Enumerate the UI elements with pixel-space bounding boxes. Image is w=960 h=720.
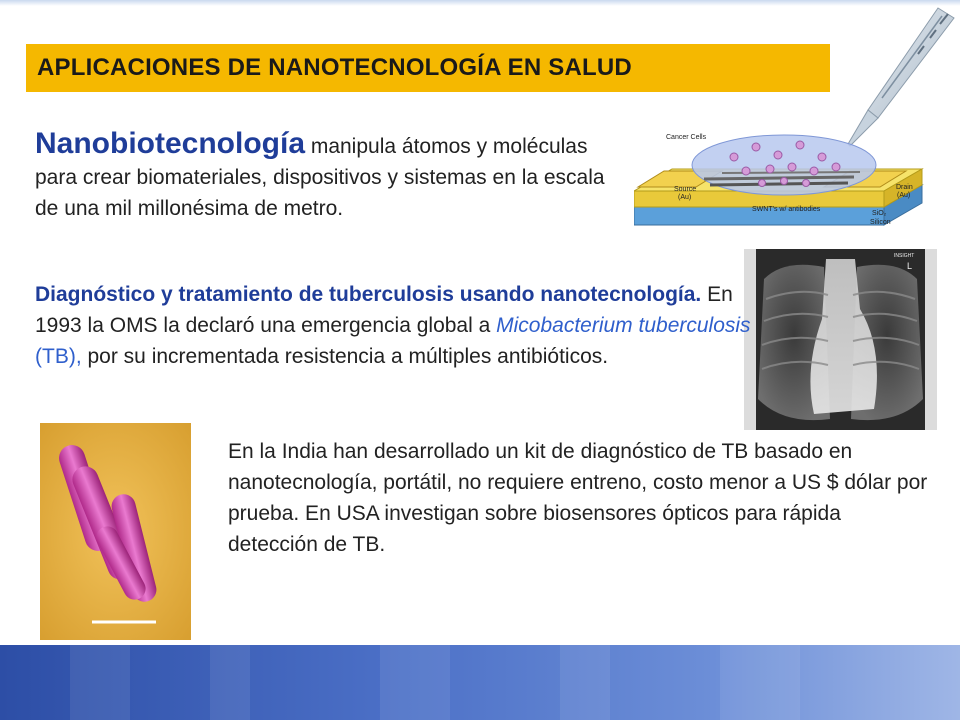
nanobiotech-text: manipula átomos y moléculas para crear biomateriales, dispositivos y sistemas en la escala de una mil millonésima de metro. [35,135,605,220]
xray-corner-label: INSIGHT [894,253,915,259]
chest-xray-image [744,249,937,430]
diagram-label-cancer-cells: Cancer Cells [666,134,707,141]
xray-marker: L [907,261,913,271]
diagram-label-sio2: SiO₂ [872,210,887,217]
diagram-label-source: Source [674,186,697,193]
slide-title: APLICACIONES DE NANOTECNOLOGÍA EN SALUD [37,54,632,81]
india-usa-paragraph: En la India han desarrollado un kit de diagnóstico de TB basado en nanotecnología, portátil, no requiere entreno, costo menor a US $ dólar por prueba. En USA investigan sobre biosensores ópticos para rápida detección de TB. [228,440,928,556]
top-rule [0,0,960,6]
nanotube-sensor-diagram [634,127,924,231]
diagram-label-swnts: SWNT's w/ antibodies [752,206,821,213]
tb-abbr: (TB), [35,345,82,368]
tuberculosis-paragraph [35,279,755,372]
diagram-label-source-mat: (Au) [678,194,692,201]
tb-text-2: por su incrementada resistencia a múltiples antibióticos. [81,345,609,368]
diagram-label-drain-mat: (Au) [897,192,911,199]
nanobiotech-keyword: Nanobiotecnología [35,127,305,160]
diagram-label-silicon: Silicon [870,219,891,226]
tb-organism: Micobacterium tuberculosis [496,314,751,337]
tb-lead: Diagnóstico y tratamiento de tuberculosis usando nanotecnología. [35,283,702,306]
title-banner [26,44,830,92]
tb-text-1: En 1993 la OMS la declaró una emergencia global a [35,283,733,337]
nanobiotech-paragraph [35,128,605,224]
diagram-label-drain: Drain [896,184,913,191]
bottom-decor-band [0,645,960,720]
bacteria-micrograph-image [40,423,191,640]
